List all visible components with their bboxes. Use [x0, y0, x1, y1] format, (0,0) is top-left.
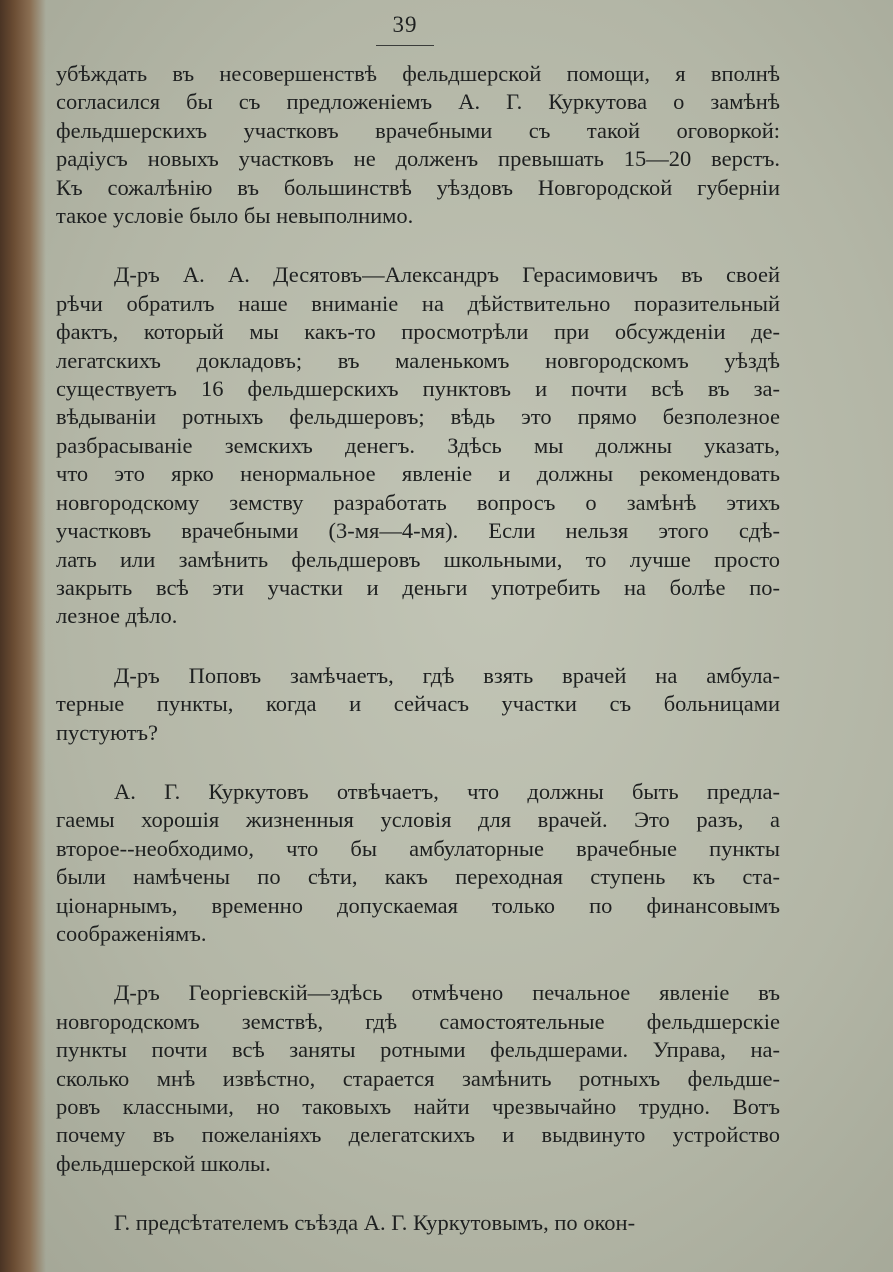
- text-line: пустуютъ?: [56, 719, 159, 745]
- text-line: Д-ръ А. А. Десятовъ—Александръ Герасимовичъ въ своей: [114, 262, 780, 288]
- paragraph-gap: [56, 948, 780, 979]
- text-line: фельдшерскихъ участковъ врачебными съ такой оговоркой:: [56, 117, 780, 143]
- text-line: закрыть всѣ эти участки и деньги употребить на болѣе по-: [56, 574, 780, 600]
- text-line: рѣчи обратилъ наше вниманіе на дѣйствительно поразительный: [56, 290, 780, 316]
- book-spine-shadow: [0, 0, 46, 1272]
- text-line: разбрасываніе земскихъ денегъ. Здѣсь мы должны указать,: [56, 432, 780, 458]
- body-text: [56, 60, 780, 1238]
- text-line: радіусъ новыхъ участковъ не долженъ превышать 15—20 верстъ.: [56, 146, 780, 172]
- text-line: существуетъ 16 фельдшерскихъ пунктовъ и почти всѣ въ за-: [56, 376, 780, 402]
- text-line: такое условіе было бы невыполнимо.: [56, 203, 414, 229]
- text-line: были намѣчены по сѣти, какъ переходная ступень къ ста-: [56, 864, 780, 890]
- text-line: легатскихъ докладовъ; въ маленькомъ новгородскомъ уѣздѣ: [56, 347, 780, 373]
- paragraph-gap: [56, 230, 780, 261]
- page-number-rule: [376, 45, 434, 46]
- text-line: согласился бы съ предложеніемъ А. Г. Куркутова о замѣнѣ: [56, 89, 780, 115]
- paragraph-gap: [56, 747, 780, 778]
- text-line: лезное дѣло.: [56, 603, 178, 629]
- text-line: соображеніямъ.: [56, 920, 207, 946]
- text-line: новгородскомъ земствѣ, гдѣ самостоятельные фельдшерскіе: [56, 1008, 780, 1034]
- text-line: новгородскому земству разработать вопросъ о замѣнѣ этихъ: [56, 489, 780, 515]
- text-line: что это ярко ненормальное явленіе и должны рекомендовать: [56, 461, 780, 487]
- text-line: фельдшерской школы.: [56, 1150, 271, 1176]
- text-line: участковъ врачебными (3-мя—4-мя). Если нельзя этого сдѣ-: [56, 518, 780, 544]
- text-line: терные пункты, когда и сейчасъ участки съ больницами: [56, 691, 780, 717]
- text-line: ровъ классными, но таковыхъ найти чрезвычайно трудно. Вотъ: [56, 1094, 780, 1119]
- paragraph-gap: [56, 631, 780, 662]
- page-number: 39: [392, 12, 418, 37]
- text-line: Д-ръ Георгіевскій—здѣсь отмѣчено печальное явленіе въ: [114, 980, 780, 1006]
- text-line: вѣдываніи ротныхъ фельдшеровъ; вѣдь это прямо безполезное: [56, 404, 780, 430]
- text-line: Д-ръ Поповъ замѣчаетъ, гдѣ взять врачей на амбула-: [114, 662, 780, 688]
- text-line: лать или замѣнить фельдшеровъ школьными, то лучше просто: [56, 546, 780, 572]
- text-line: гаемы хорошія жизненныя условія для врачей. Это разъ, а: [56, 807, 780, 833]
- text-line: сколько мнѣ извѣстно, старается замѣнить ротныхъ фельдше-: [56, 1065, 780, 1091]
- text-line: почему въ пожеланіяхъ делегатскихъ и выдвинуто устройство: [56, 1122, 780, 1148]
- text-line: Къ сожалѣнію въ большинствѣ уѣздовъ Новгородской губерніи: [56, 174, 780, 200]
- text-line: убѣждать въ несовершенствѣ фельдшерской помощи, я вполнѣ: [56, 61, 780, 86]
- text-line: А. Г. Куркутовъ отвѣчаетъ, что должны быть предла-: [114, 778, 780, 804]
- text-line: второе--необходимо, что бы амбулаторные врачебные пункты: [56, 835, 780, 861]
- text-line: Г. предсѣтателемъ съѣзда А. Г. Куркутовымъ, по окон-: [114, 1210, 636, 1236]
- paragraph-gap: [56, 1178, 780, 1209]
- text-line: ціонарнымъ, временно допускаемая только по финансовымъ: [56, 892, 780, 918]
- text-line: пункты почти всѣ заняты ротными фельдшерами. Управа, на-: [56, 1037, 780, 1063]
- text-line: фактъ, который мы какъ-то просмотрѣли при обсужденіи де-: [56, 319, 780, 345]
